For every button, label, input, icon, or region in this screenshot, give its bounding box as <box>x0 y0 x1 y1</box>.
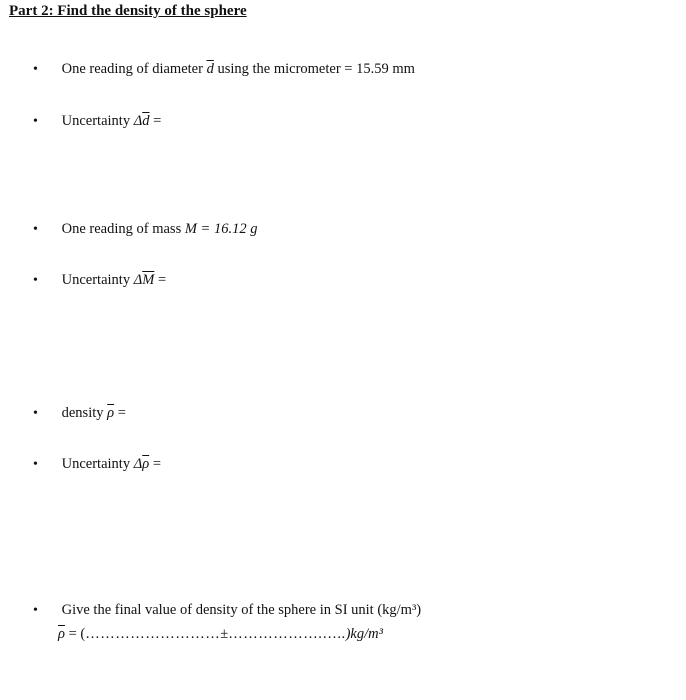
bullet: • <box>33 114 38 129</box>
equals-open: = ( <box>68 626 86 642</box>
list-item-diameter <box>33 61 415 78</box>
plus-minus-sign: ± <box>220 626 229 642</box>
equals-sign: = <box>157 272 167 288</box>
item-prefix: density <box>61 405 104 421</box>
equals-sign: = <box>117 405 126 421</box>
uncertainty-blank: ……………….….. <box>228 626 346 642</box>
item-prefix: Uncertainty <box>61 456 131 472</box>
equals-sign: = <box>152 456 161 472</box>
delta-symbol: Δ <box>133 272 143 288</box>
bullet: • <box>33 62 38 77</box>
list-item-diameter-uncertainty <box>33 113 161 130</box>
list-item-density <box>33 405 126 422</box>
value-blank: ……………………… <box>85 626 221 642</box>
diameter-symbol: $\overline{d}$ <box>142 113 150 129</box>
density-symbol: $\overline{\rho}$ <box>107 405 115 421</box>
unit-close: )kg/m³ <box>345 626 383 642</box>
list-item-mass <box>33 221 257 238</box>
final-density-equation <box>58 626 383 643</box>
item-prefix: Give the final value of density of the sphere in SI unit (kg/m³) <box>61 602 422 618</box>
bullet: • <box>33 603 38 618</box>
part-title: Part 2: Find the density of the sphere <box>9 3 247 19</box>
item-prefix: One reading of mass <box>61 221 182 237</box>
mass-expression: M = 16.12 g <box>184 221 258 237</box>
mass-symbol: $\overline{M}$ <box>142 272 155 288</box>
item-prefix: Uncertainty <box>61 113 131 129</box>
item-prefix: Uncertainty <box>61 272 131 288</box>
bullet: • <box>33 273 38 288</box>
item-prefix: One reading of diameter <box>61 61 203 77</box>
bullet: • <box>33 222 38 237</box>
item-suffix: using the micrometer = 15.59 mm <box>217 61 415 77</box>
list-item-mass-uncertainty <box>33 272 166 289</box>
list-item-density-uncertainty <box>33 456 161 473</box>
density-symbol: $\overline{\rho}$ <box>58 626 65 642</box>
diameter-symbol: $\overline{d}$ <box>206 61 214 77</box>
list-item-final-value <box>33 602 421 619</box>
bullet: • <box>33 457 38 472</box>
delta-symbol: Δ <box>133 113 143 129</box>
bullet: • <box>33 406 38 421</box>
equals-sign: = <box>153 113 162 129</box>
delta-symbol: Δ <box>133 456 143 472</box>
density-symbol: $\overline{\rho}$ <box>142 456 150 472</box>
